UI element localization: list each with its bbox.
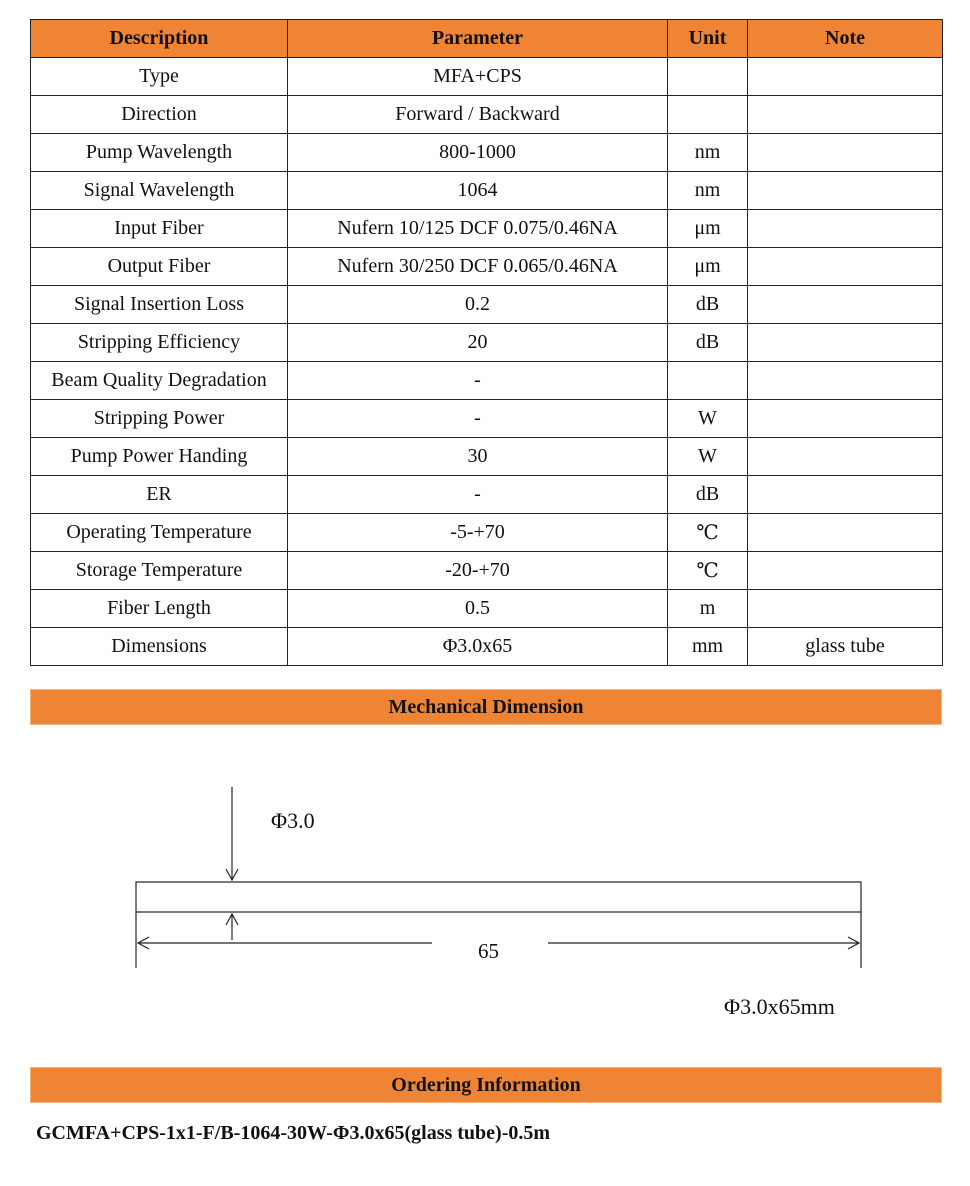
cell-description: Stripping Efficiency — [31, 324, 288, 362]
cell-description: Pump Wavelength — [31, 134, 288, 172]
cell-unit: ℃ — [668, 552, 748, 590]
col-header-unit: Unit — [668, 20, 748, 58]
cell-parameter: -5-+70 — [288, 514, 668, 552]
cell-unit: m — [668, 590, 748, 628]
col-header-parameter: Parameter — [288, 20, 668, 58]
cell-unit: μm — [668, 210, 748, 248]
cell-parameter: Nufern 10/125 DCF 0.075/0.46NA — [288, 210, 668, 248]
cell-description: Signal Wavelength — [31, 172, 288, 210]
mechanical-dimension-header: Mechanical Dimension — [30, 689, 942, 725]
cell-unit: dB — [668, 286, 748, 324]
cell-parameter: 1064 — [288, 172, 668, 210]
cell-unit: dB — [668, 476, 748, 514]
cell-unit: dB — [668, 324, 748, 362]
cell-note: glass tube — [748, 628, 943, 666]
cell-unit: nm — [668, 134, 748, 172]
cell-description: Operating Temperature — [31, 514, 288, 552]
col-header-note: Note — [748, 20, 943, 58]
cell-description: Fiber Length — [31, 590, 288, 628]
glass-tube-outline — [136, 882, 861, 912]
cell-description: Input Fiber — [31, 210, 288, 248]
cell-parameter: 800-1000 — [288, 134, 668, 172]
ordering-information-header: Ordering Information — [30, 1067, 942, 1103]
cell-description: Pump Power Handing — [31, 438, 288, 476]
cell-description: Type — [31, 58, 288, 96]
part-number: GCMFA+CPS-1x1-F/B-1064-30W-Φ3.0x65(glass tube)-0.5m — [36, 1122, 551, 1144]
cell-description: Stripping Power — [31, 400, 288, 438]
cell-parameter: Nufern 30/250 DCF 0.065/0.46NA — [288, 248, 668, 286]
cell-parameter: 20 — [288, 324, 668, 362]
cell-description: ER — [31, 476, 288, 514]
size-caption: Φ3.0x65mm — [724, 994, 835, 1019]
cell-parameter: MFA+CPS — [288, 58, 668, 96]
cell-description: Storage Temperature — [31, 552, 288, 590]
cell-parameter: 0.2 — [288, 286, 668, 324]
cell-parameter: - — [288, 476, 668, 514]
cell-description: Beam Quality Degradation — [31, 362, 288, 400]
col-header-description: Description — [31, 20, 288, 58]
cell-description: Signal Insertion Loss — [31, 286, 288, 324]
length-label: 65 — [478, 939, 499, 963]
cell-unit: W — [668, 400, 748, 438]
cell-parameter: 0.5 — [288, 590, 668, 628]
cell-parameter: 30 — [288, 438, 668, 476]
cell-description: Direction — [31, 96, 288, 134]
cell-parameter: Φ3.0x65 — [288, 628, 668, 666]
cell-unit: μm — [668, 248, 748, 286]
cell-parameter: Forward / Backward — [288, 96, 668, 134]
cell-unit: nm — [668, 172, 748, 210]
cell-unit: W — [668, 438, 748, 476]
cell-parameter: -20-+70 — [288, 552, 668, 590]
cell-description: Output Fiber — [31, 248, 288, 286]
cell-parameter: - — [288, 400, 668, 438]
cell-unit: mm — [668, 628, 748, 666]
diameter-label: Φ3.0 — [271, 808, 315, 833]
cell-unit: ℃ — [668, 514, 748, 552]
cell-parameter: - — [288, 362, 668, 400]
cell-description: Dimensions — [31, 628, 288, 666]
